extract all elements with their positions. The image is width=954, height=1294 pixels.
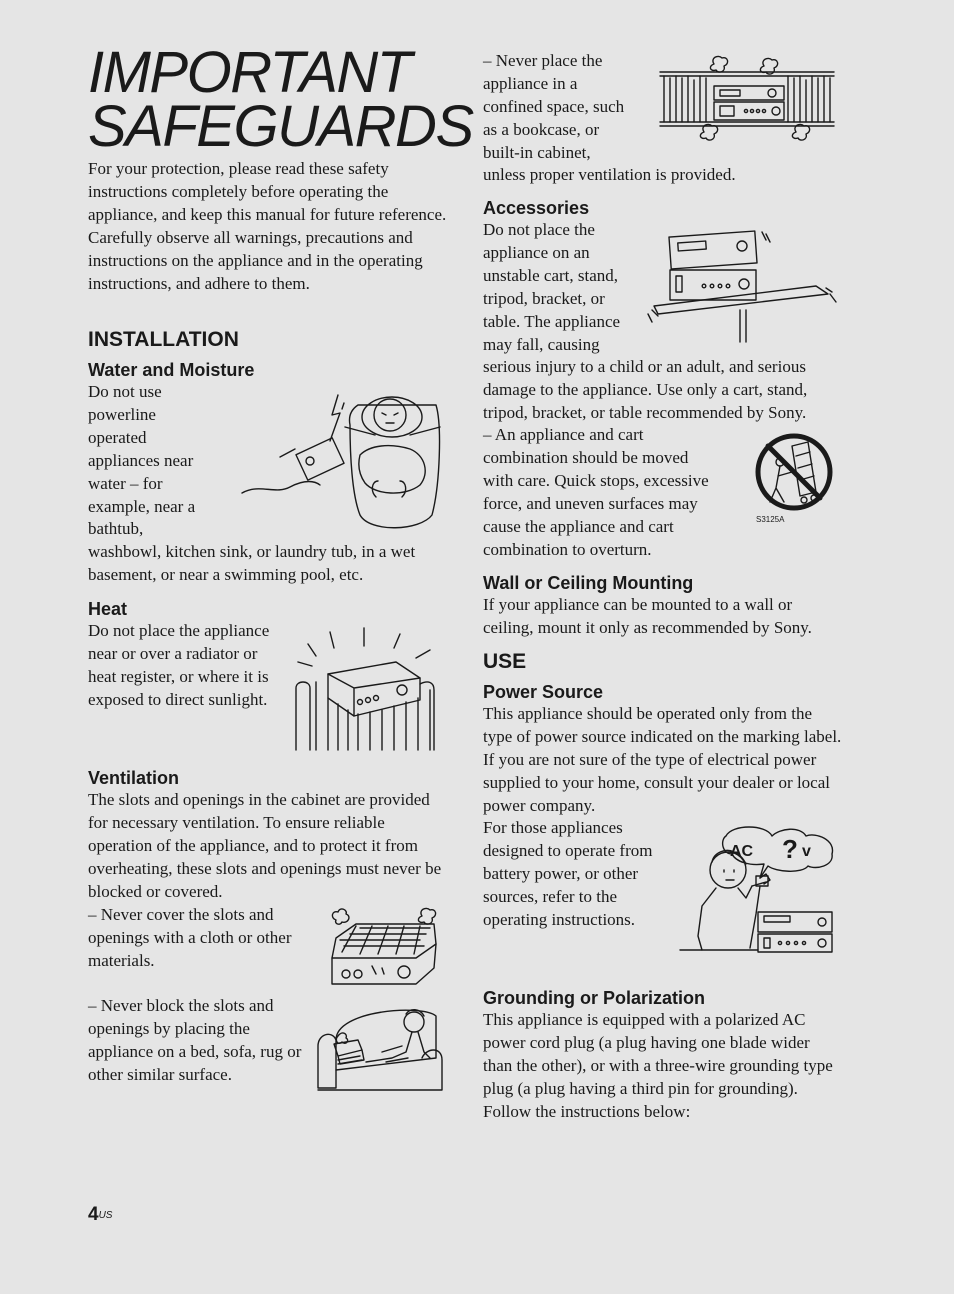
power-source-text: This appliance should be operated only from the type of power source indicated on the marking label. If you are not sure of the type of electrical power supplied to your home, consult your dealer or local power company. <box>483 704 842 815</box>
bubble-ac-label: AC <box>730 843 754 860</box>
power-source-heading: Power Source <box>483 682 604 702</box>
figure-code: S3125A <box>756 515 785 524</box>
ventilation-heading: Ventilation <box>88 768 180 788</box>
power-question-illustration <box>676 826 840 956</box>
intro-paragraph: For your protection, please read these safety instructions completely before operating the appliance, and keep this manual for future reference. <box>88 159 447 224</box>
installation-heading: INSTALLATION <box>88 328 239 351</box>
page-title: IMPORTANT SAFEGUARDS <box>88 40 473 159</box>
intro-paragraph: Carefully observe all warnings, precautions and instructions on the appliance and in the operating instructions, and adhere to them. <box>88 227 423 293</box>
bathtub-illustration <box>240 385 450 535</box>
wall-mounting-text: If your appliance can be mounted to a wall or ceiling, mount it only as recommended by Sony. <box>483 595 812 637</box>
use-heading: USE <box>483 650 527 673</box>
bookcase-text: unless proper ventilation is provided. <box>483 165 736 184</box>
radiator-illustration <box>288 626 443 756</box>
heat-text: Do not place the appliance near or over a radiator or heat register, or where it is exposed to direct sunlight. <box>88 621 270 709</box>
ventilation-text: The slots and openings in the cabinet are provided for necessary ventilation. To ensure reliable operation of the appliance, and to protect it from overheating, these slots and openings must never be blocked or covered. <box>88 790 442 901</box>
wall-mounting-heading: Wall or Ceiling Mounting <box>483 573 694 593</box>
accessories-text: serious injury to a child or an adult, and serious damage to the appliance. Use only a cart, stand, tripod, bracket, or table recommended by Sony. <box>483 357 808 422</box>
water-moisture-heading: Water and Moisture <box>88 360 255 380</box>
sofa-illustration <box>312 1000 447 1096</box>
heat-heading: Heat <box>88 599 128 619</box>
accessories-wrapped: Do not place the appliance on an unstable cart, stand, tripod, bracket, or table. The appliance may fall, causing <box>483 220 621 354</box>
page-number: $4^{US}$ <box>88 1204 113 1225</box>
bubble-v-label: v <box>802 843 811 860</box>
unstable-table-illustration <box>644 224 840 346</box>
grounding-heading: Grounding or Polarization <box>483 988 705 1008</box>
covered-appliance-illustration <box>326 908 446 990</box>
bookcase-wrapped: – Never place the appliance in a confined space, such as a bookcase, or built-in cabinet, <box>483 51 625 162</box>
cart-warning-icon <box>752 432 838 528</box>
accessories-heading: Accessories <box>483 198 590 218</box>
water-moisture-text: washbowl, kitchen sink, or laundry tub, in a wet basement, or near a swimming pool, etc. <box>88 542 416 584</box>
intro <box>88 158 448 295</box>
water-moisture-wrapped: Do not use powerline operated appliances near water – for example, near a bathtub, <box>88 382 196 539</box>
ventilation-item-cloth: – Never cover the slots and openings with a cloth or other materials. <box>88 905 292 970</box>
battery-text: For those appliances designed to operate from battery power, or other sources, refer to the operating instructions. <box>483 818 653 929</box>
bookcase-illustration <box>656 56 838 142</box>
cart-text: – An appliance and cart combination should be moved with care. Quick stops, excessive force, and uneven surfaces may cause the appliance and cart combination to overturn. <box>483 425 709 559</box>
grounding-text: This appliance is equipped with a polarized AC power cord plug (a plug having one blade wider than the other), or with a three-wire grounding type plug (a plug having a third pin for grounding). Follow the instructions below: <box>483 1010 833 1121</box>
bubble-question-label: ? <box>782 834 798 864</box>
ventilation-item-bed: – Never block the slots and openings by placing the appliance on a bed, sofa, rug or other similar surface. <box>88 996 302 1084</box>
